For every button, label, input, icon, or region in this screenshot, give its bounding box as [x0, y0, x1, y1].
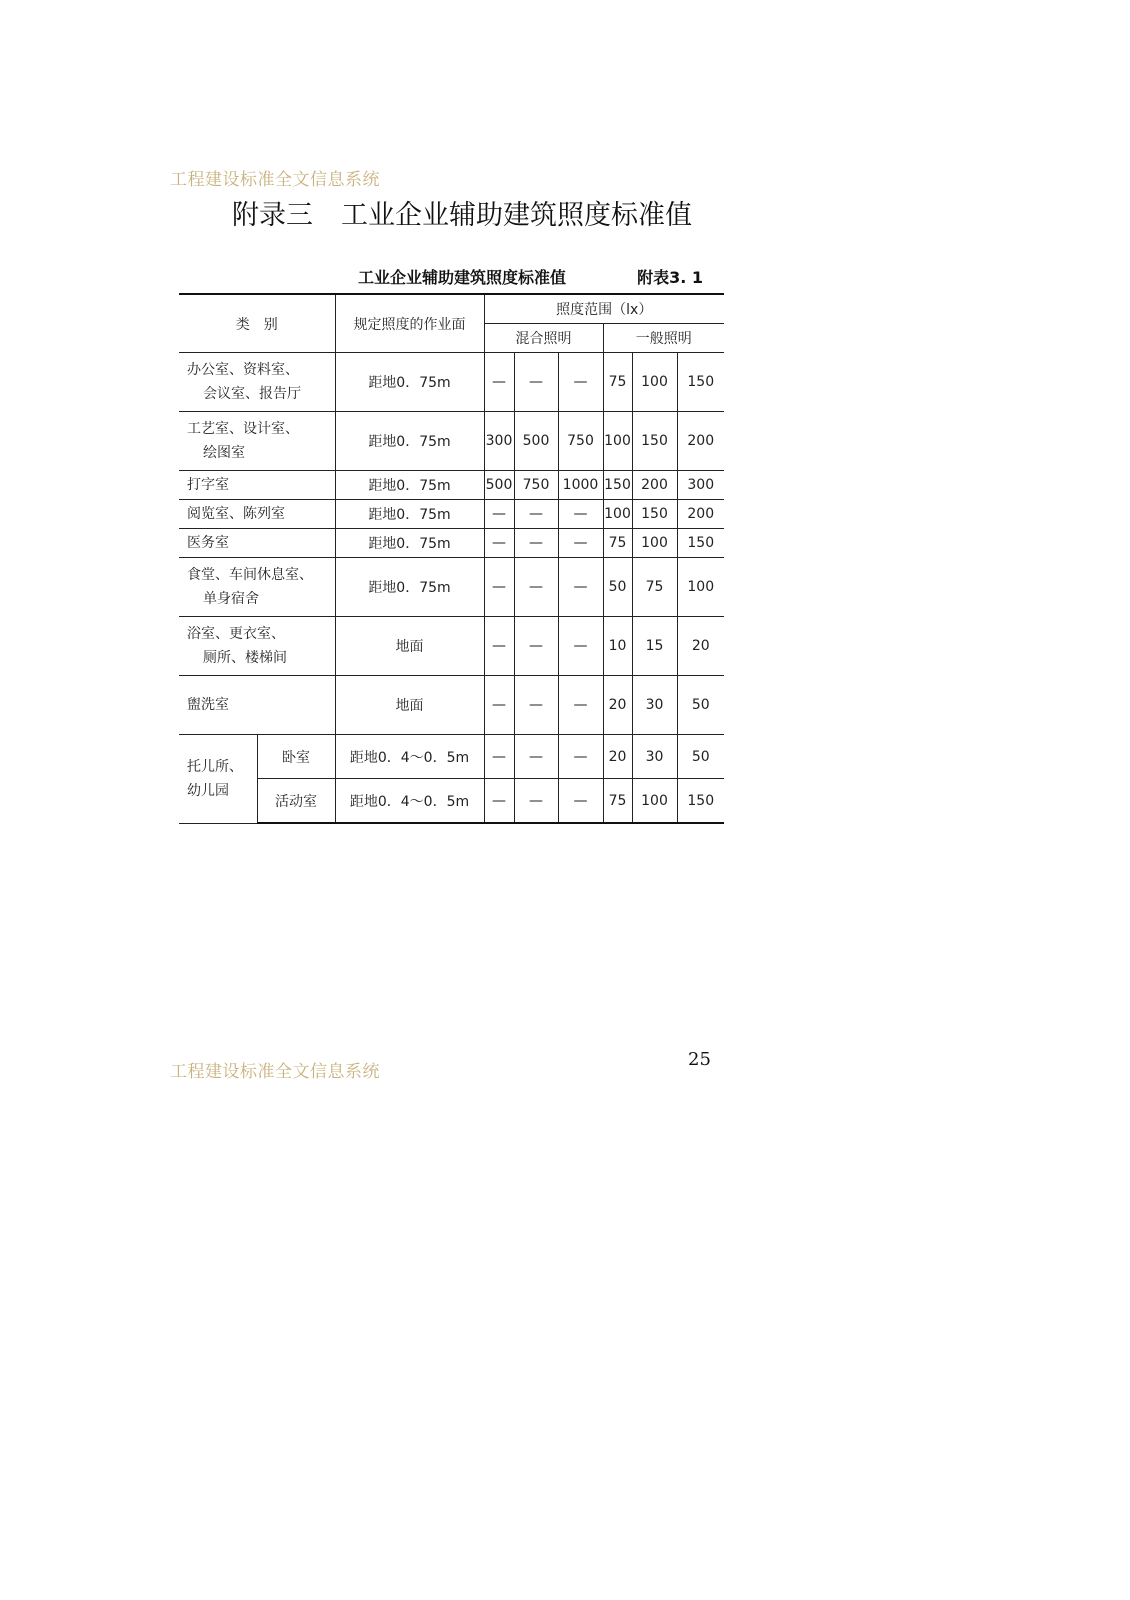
general-high: 150 [677, 779, 724, 824]
mixed-high: — [558, 558, 603, 617]
category-line-1: 打字室 [187, 477, 229, 493]
table-row [179, 471, 724, 500]
general-high: 50 [677, 676, 724, 735]
general-low: 150 [603, 471, 632, 500]
mixed-mid: — [514, 500, 558, 529]
page-number: 25 [688, 1049, 711, 1070]
mixed-mid: — [514, 558, 558, 617]
mixed-high: — [558, 353, 603, 412]
mixed-mid: — [514, 735, 558, 779]
general-high: 20 [677, 617, 724, 676]
surface-cell: 距地0．75m [335, 500, 484, 529]
table-row [179, 617, 724, 676]
mixed-low: 300 [484, 412, 514, 471]
mixed-mid: 500 [514, 412, 558, 471]
general-mid: 100 [632, 779, 677, 824]
mixed-high: 750 [558, 412, 603, 471]
general-mid: 15 [632, 617, 677, 676]
mixed-high: — [558, 500, 603, 529]
mixed-high: — [558, 779, 603, 824]
header-category: 类 别 [179, 294, 335, 353]
appendix-title [232, 193, 692, 232]
watermark-bottom: 工程建设标准全文信息系统 [170, 1062, 380, 1082]
category-line-1: 办公室、资料室、 [187, 362, 299, 378]
general-high: 50 [677, 735, 724, 779]
category-cell [179, 676, 335, 735]
mixed-mid: — [514, 676, 558, 735]
general-high: 300 [677, 471, 724, 500]
surface-cell: 距地0．4～0．5m [335, 779, 484, 824]
appendix-label: 附录三 [232, 200, 313, 231]
category-cell [179, 500, 335, 529]
header-general: 一般照明 [603, 324, 724, 353]
category-line-1: 医务室 [187, 535, 229, 551]
surface-cell: 距地0．75m [335, 412, 484, 471]
general-mid: 150 [632, 412, 677, 471]
general-mid: 100 [632, 353, 677, 412]
table-row [179, 529, 724, 558]
general-low: 20 [603, 735, 632, 779]
general-low: 75 [603, 529, 632, 558]
surface-cell: 距地0．75m [335, 471, 484, 500]
nursery-subcategory: 活动室 [257, 779, 335, 824]
general-low: 100 [603, 412, 632, 471]
table-caption-title: 工业企业辅助建筑照度标准值 [358, 268, 567, 287]
surface-cell: 距地0．75m [335, 529, 484, 558]
category-cell [179, 558, 335, 617]
surface-cell: 地面 [335, 617, 484, 676]
general-low: 75 [603, 353, 632, 412]
category-line-2: 单身宿舍 [203, 591, 259, 607]
general-high: 100 [677, 558, 724, 617]
mixed-low: — [484, 353, 514, 412]
mixed-low: — [484, 558, 514, 617]
table-row [179, 558, 724, 617]
mixed-low: — [484, 617, 514, 676]
mixed-low: 500 [484, 471, 514, 500]
table-row [179, 353, 724, 412]
general-low: 10 [603, 617, 632, 676]
general-mid: 100 [632, 529, 677, 558]
table-number: 附表3. 1 [637, 268, 703, 287]
header-row-1 [179, 294, 724, 324]
category-cell [179, 353, 335, 412]
general-mid: 30 [632, 735, 677, 779]
category-line-1: 阅览室、陈列室 [187, 506, 285, 522]
table-row [179, 412, 724, 471]
category-line-1: 浴室、更衣室、 [187, 626, 285, 642]
table-row [179, 779, 724, 824]
mixed-low: — [484, 779, 514, 824]
mixed-high: — [558, 617, 603, 676]
category-line-1: 盥洗室 [187, 697, 229, 713]
category-line-1: 工艺室、设计室、 [187, 421, 299, 437]
mixed-mid: — [514, 779, 558, 824]
mixed-mid: 750 [514, 471, 558, 500]
mixed-high: 1000 [558, 471, 603, 500]
category-cell [179, 529, 335, 558]
header-mixed: 混合照明 [484, 324, 603, 353]
category-line-2: 会议室、报告厅 [203, 386, 301, 402]
header-surface: 规定照度的作业面 [335, 294, 484, 353]
general-high: 150 [677, 529, 724, 558]
mixed-low: — [484, 529, 514, 558]
surface-cell: 距地0．75m [335, 558, 484, 617]
surface-cell: 距地0．4～0．5m [335, 735, 484, 779]
general-mid: 75 [632, 558, 677, 617]
general-low: 100 [603, 500, 632, 529]
nursery-line-1: 托儿所、 [187, 758, 243, 775]
general-mid: 30 [632, 676, 677, 735]
mixed-mid: — [514, 353, 558, 412]
category-line-2: 绘图室 [203, 445, 245, 461]
general-high: 200 [677, 412, 724, 471]
mixed-low: — [484, 735, 514, 779]
table-row [179, 735, 724, 779]
general-low: 50 [603, 558, 632, 617]
mixed-high: — [558, 529, 603, 558]
general-low: 75 [603, 779, 632, 824]
category-cell [179, 617, 335, 676]
general-mid: 150 [632, 500, 677, 529]
nursery-subcategory: 卧室 [257, 735, 335, 779]
surface-cell: 距地0．75m [335, 353, 484, 412]
mixed-low: — [484, 500, 514, 529]
mixed-mid: — [514, 617, 558, 676]
header-range: 照度范围（lx） [484, 294, 724, 324]
watermark-top: 工程建设标准全文信息系统 [170, 170, 380, 190]
category-cell [179, 412, 335, 471]
surface-cell: 地面 [335, 676, 484, 735]
mixed-mid: — [514, 529, 558, 558]
general-high: 200 [677, 500, 724, 529]
mixed-low: — [484, 676, 514, 735]
illuminance-table [179, 293, 724, 824]
category-cell [179, 471, 335, 500]
general-mid: 200 [632, 471, 677, 500]
mixed-high: — [558, 735, 603, 779]
table-row [179, 676, 724, 735]
general-low: 20 [603, 676, 632, 735]
nursery-line-2: 幼儿园 [187, 782, 229, 799]
general-high: 150 [677, 353, 724, 412]
category-line-1: 食堂、车间休息室、 [187, 567, 313, 583]
table-row [179, 500, 724, 529]
nursery-category-cell [179, 735, 257, 824]
category-line-2: 厕所、楼梯间 [203, 650, 287, 666]
appendix-heading: 工业企业辅助建筑照度标准值 [341, 200, 692, 231]
mixed-high: — [558, 676, 603, 735]
